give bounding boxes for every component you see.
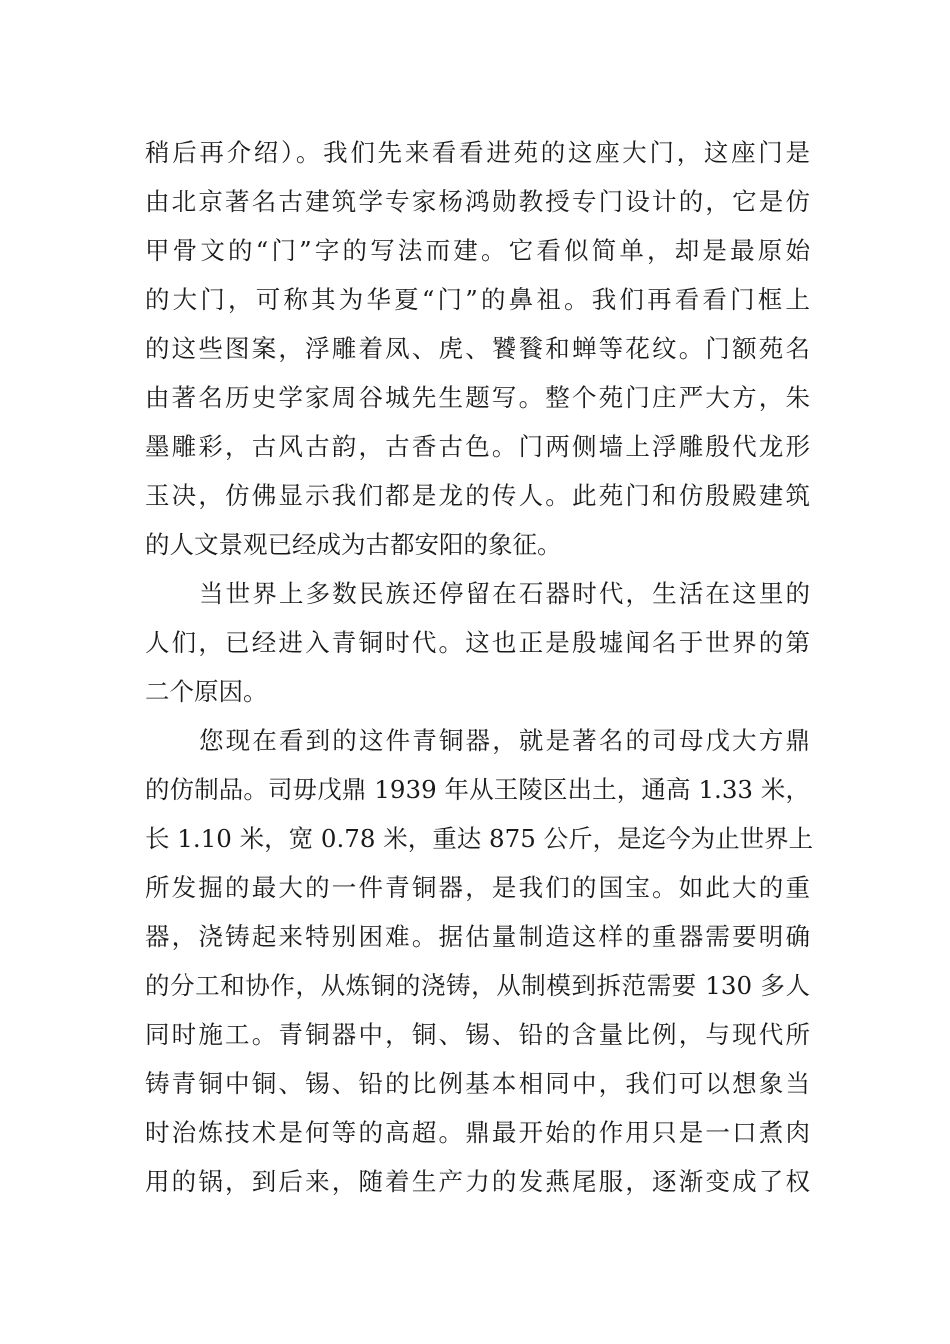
document-body xyxy=(145,128,814,1206)
text-line: 玉决，仿佛显示我们都是龙的传人。此苑门和仿殷殿建筑 xyxy=(145,481,810,510)
text-line: 二个原因。 xyxy=(145,677,268,706)
text-line: 用的锅，到后来，随着生产力的发燕尾服，逐渐变成了权 xyxy=(145,1167,810,1196)
text-line: 器，浇铸起来特别困难。据估量制造这样的重器需要明确 xyxy=(145,922,810,951)
text-line: 时治炼技术是何等的高超。鼎最开始的作用只是一口煮肉 xyxy=(145,1118,810,1147)
text-line: 的仿制品。司毋戊鼎 1939 年从王陵区出土，通高 1.33 米， xyxy=(145,775,810,804)
text-line: 的大门，可称其为华夏“门”的鼻祖。我们再看看门框上 xyxy=(145,285,810,314)
text-line: 铸青铜中铜、锡、铅的比例基本相同中，我们可以想象当 xyxy=(145,1069,810,1098)
text-line: 所发掘的最大的一件青铜器，是我们的国宝。如此大的重 xyxy=(145,873,810,902)
text-line: 的这些图案，浮雕着凤、虎、饕餮和蝉等花纹。门额苑名 xyxy=(145,334,810,363)
paragraph xyxy=(145,128,810,569)
text-line: 同时施工。青铜器中，铜、锡、铅的含量比例，与现代所 xyxy=(145,1020,810,1049)
paragraph xyxy=(145,716,814,1206)
text-line: 的人文景观已经成为古都安阳的象征。 xyxy=(145,530,562,559)
text-line: 当世界上多数民族还停留在石器时代，生活在这里的 xyxy=(199,579,810,608)
text-line: 长 1.10 米，宽 0.78 米，重达 875 公斤，是迄今为止世界上 xyxy=(145,824,814,853)
text-line: 甲骨文的“门”字的写法而建。它看似简单，却是最原始 xyxy=(145,236,810,265)
text-line: 由北京著名古建筑学专家杨鸿勋教授专门设计的，它是仿 xyxy=(145,187,810,216)
text-line: 稍后再介绍）。我们先来看看进苑的这座大门，这座门是 xyxy=(145,138,810,167)
text-line: 您现在看到的这件青铜器，就是著名的司母戊大方鼎 xyxy=(199,726,810,755)
text-line: 由著名历史学家周谷城先生题写。整个苑门庄严大方，朱 xyxy=(145,383,810,412)
text-line: 人们，已经进入青铜时代。这也正是殷墟闻名于世界的第 xyxy=(145,628,810,657)
text-line: 墨雕彩，古风古韵，古香古色。门两侧墙上浮雕殷代龙形 xyxy=(145,432,810,461)
paragraph xyxy=(145,569,810,716)
text-line: 的分工和协作，从炼铜的浇铸，从制模到拆范需要 130 多人 xyxy=(145,971,810,1000)
